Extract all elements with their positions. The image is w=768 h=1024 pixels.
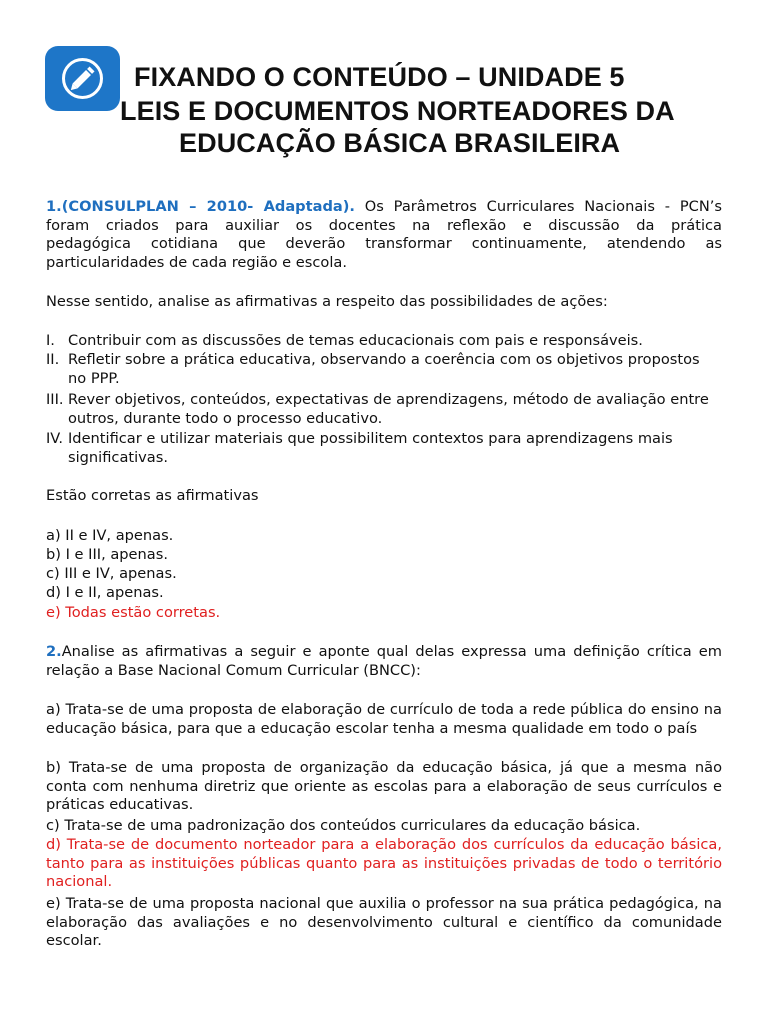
q2-option-a: a) Trata-se de uma proposta de elaboração de currículo de toda a rede pública do ensino na educação básica, para que a educação escolar tenha a mesma qualidade em todo o país (46, 701, 722, 737)
page-subtitle-line1: LEIS E DOCUMENTOS NORTEADORES DA (120, 96, 675, 126)
q1-intro-line2: foram criados para auxiliar os docentes na reflexão e discussão da prática (46, 216, 722, 234)
q1-intro-line1: Os Parâmetros Curriculares Nacionais - PCN’s (364, 198, 722, 215)
q1-item: I. Contribuir com as discussões de temas educacionais com pais e responsáveis. (46, 332, 643, 349)
q2-option-d-correct: d) Trata-se de documento norteador para a elaboração dos currículos da educação básica, tanto para as instituições públicas quanto para as instituições privadas de todo o território nacional. (46, 836, 722, 890)
q1-option-e-correct: e) Todas estão corretas. (46, 604, 221, 621)
q1-option-b: b) I e III, apenas. (46, 546, 168, 563)
q2-option-e: e) Trata-se de uma proposta nacional que auxilia o professor na sua prática pedagógica, na elaboração das avaliações e no desenvolvimento cultural e científico da comunidade escolar. (46, 895, 722, 949)
q2-number: 2. (46, 643, 62, 660)
q2-option-b: b) Trata-se de uma proposta de organização da educação básica, já que a mesma não conta com nenhuma diretriz que oriente as escolas para a elaboração de seus currículos e práticas educativas. (46, 759, 722, 813)
page-title: FIXANDO O CONTEÚDO – UNIDADE 5 (134, 62, 625, 92)
q1-option-a: a) II e IV, apenas. (46, 527, 174, 544)
q1-question: Estão corretas as afirmativas (46, 487, 259, 504)
q1-item: II. Refletir sobre a prática educativa, observando a coerência com os objetivos propostos no PPP. (46, 351, 700, 387)
q1-prompt: Nesse sentido, analise as afirmativas a respeito das possibilidades de ações: (46, 293, 608, 310)
q1-item: IV. Identificar e utilizar materiais que possibilitem contextos para aprendizagens mais significativas. (46, 430, 673, 466)
q2-intro: 2.Analise as afirmativas a seguir e aponte qual delas expressa uma definição crítica em relação a Base Nacional Comum Curricular (BNCC): (46, 643, 722, 679)
q1-item: III. Rever objetivos, conteúdos, expectativas de aprendizagens, método de avaliação entre outros, durante todo o processo educativo. (46, 391, 709, 427)
q1-intro-line3: pedagógica cotidiana que deverão transformar continuamente, atendendo as (46, 235, 722, 252)
page-subtitle-line2: EDUCAÇÃO BÁSICA BRASILEIRA (179, 128, 621, 158)
q2-option-c: c) Trata-se de uma padronização dos conteúdos curriculares da educação básica. (46, 817, 641, 834)
q1-number: 1. (46, 198, 62, 215)
q1-intro-line4: particularidades de cada região e escola. (46, 253, 347, 271)
q1-option-d: d) I e II, apenas. (46, 584, 164, 601)
q1-option-c: c) III e IV, apenas. (46, 565, 177, 582)
pencil-edit-icon (45, 46, 120, 111)
q1-intro (46, 198, 722, 272)
q1-source: (CONSULPLAN – 2010- Adaptada). (61, 198, 355, 215)
